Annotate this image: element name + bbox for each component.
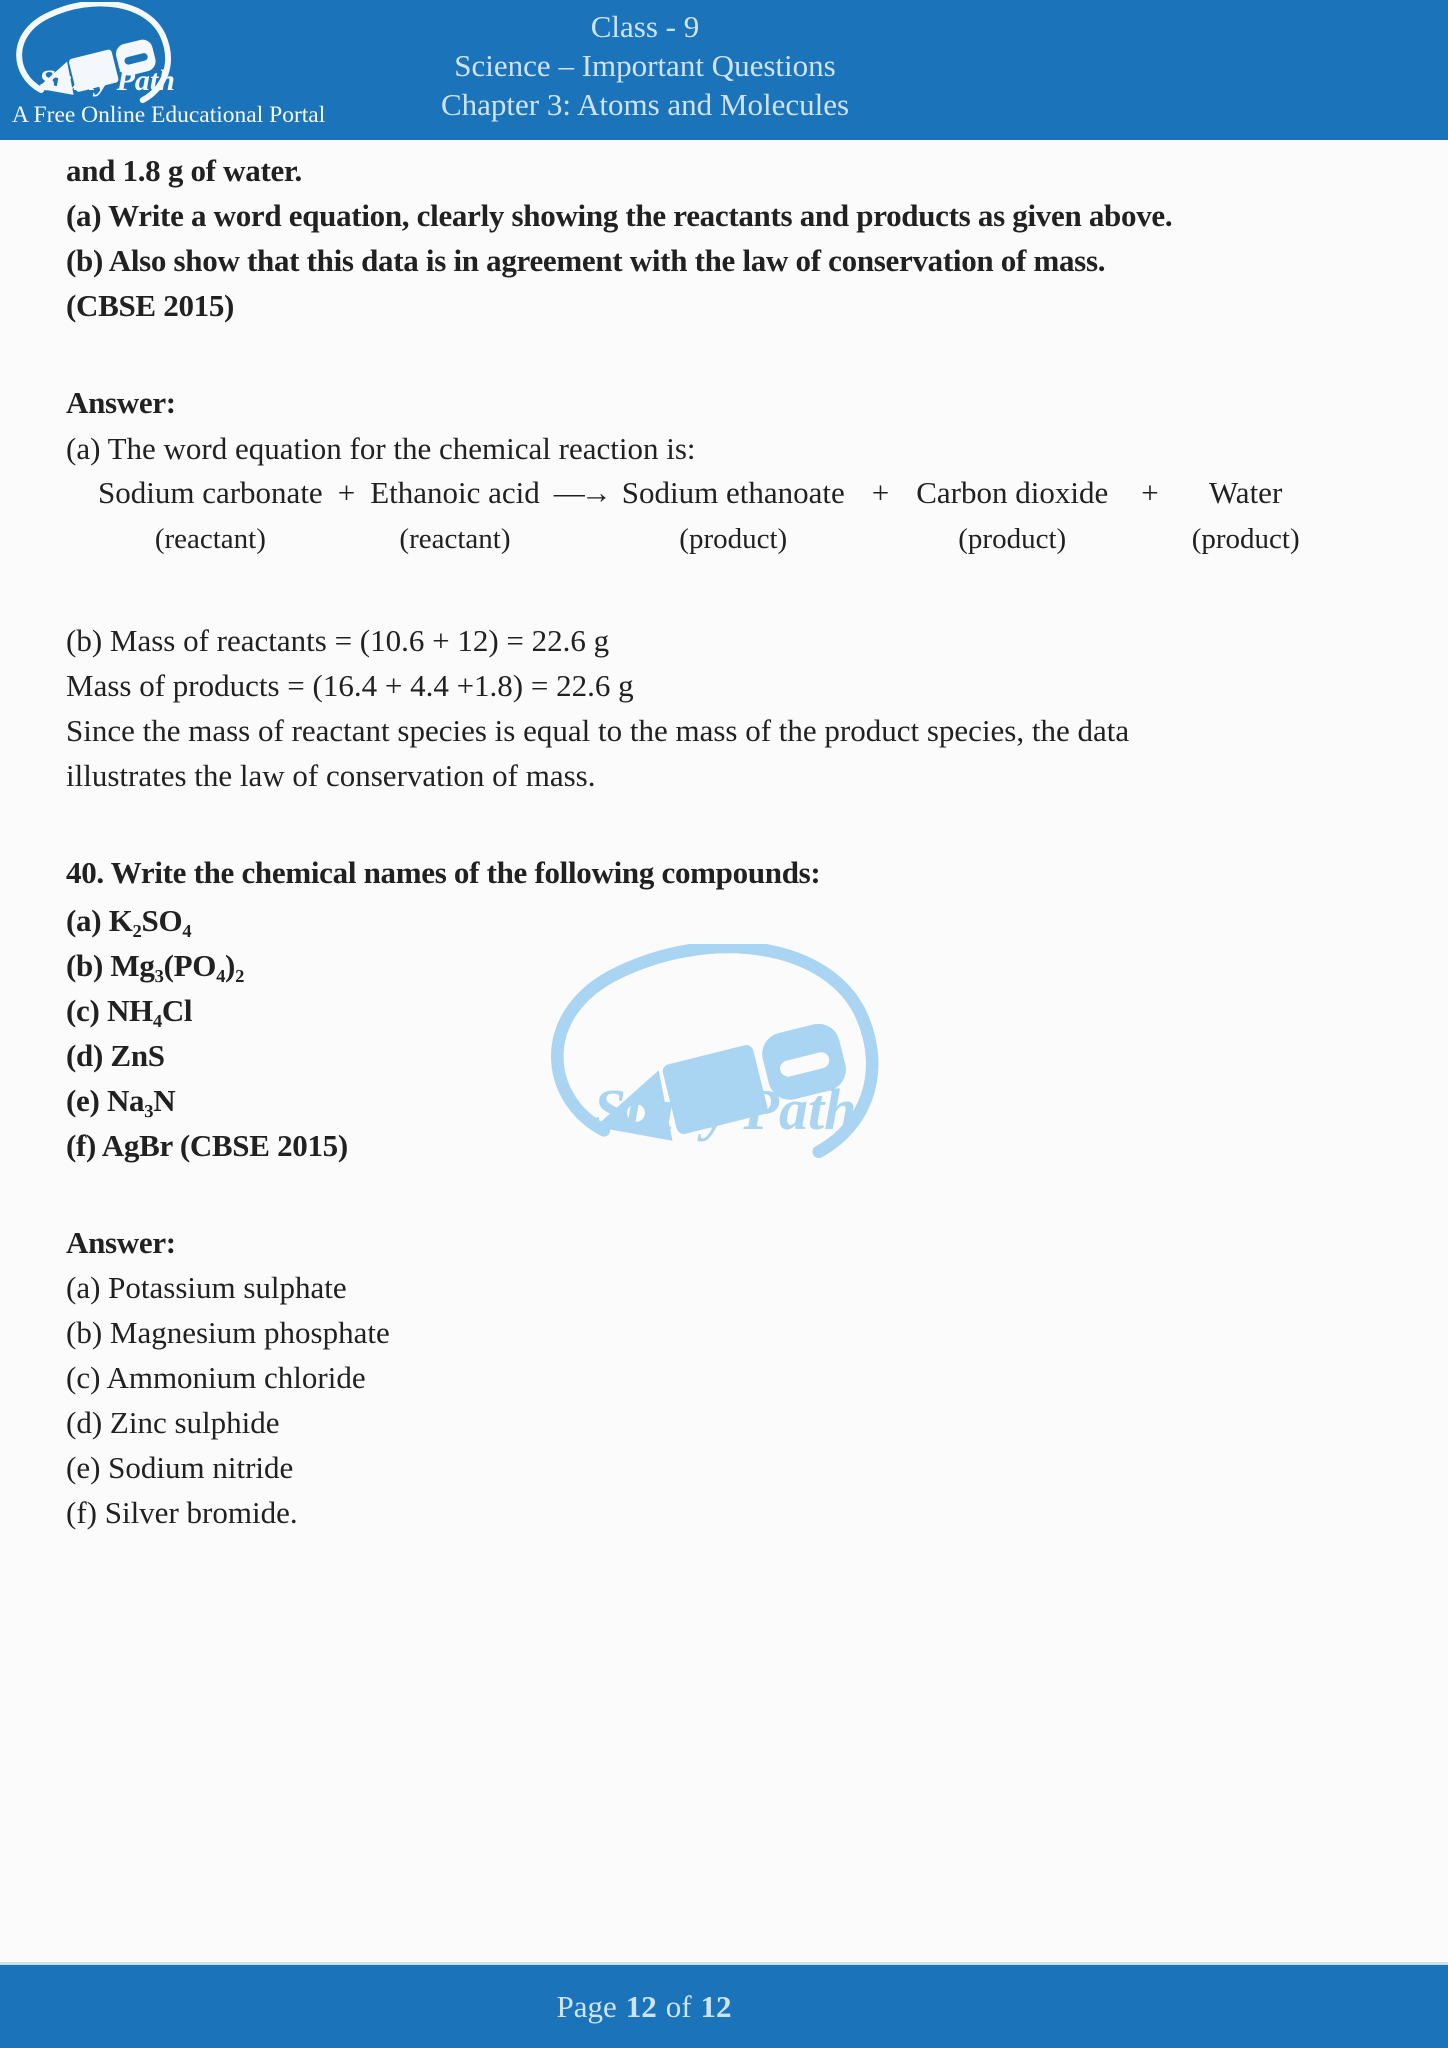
answer-item: (a) Potassium sulphate	[66, 1270, 347, 1305]
equation-term	[1192, 470, 1300, 560]
equation-term-name: Sodium ethanoate	[621, 475, 845, 510]
equation-term-name: Sodium carbonate	[98, 475, 323, 510]
question-intro-line: (b) Also show that this data is in agreement with the law of conservation of mass.	[66, 243, 1106, 278]
answer-item: (f) Silver bromide.	[66, 1495, 298, 1530]
equation-term-label: (reactant)	[154, 523, 266, 555]
compound-item: (b) Mg₃(PO₄)₂	[66, 948, 245, 983]
plus-sign: +	[871, 475, 890, 510]
answer-item: (d) Zinc sulphide	[66, 1405, 280, 1440]
question-intro-line: (CBSE 2015)	[66, 288, 235, 323]
answer40-heading: Answer:	[66, 1225, 176, 1260]
mass-line: Mass of products = (16.4 + 4.4 +1.8) = 22.6 g	[66, 668, 634, 703]
title-subject: Science – Important Questions	[454, 48, 836, 83]
equation-term-label: (product)	[679, 523, 788, 555]
equation-term-name: Carbon dioxide	[916, 475, 1109, 510]
footer-bar	[0, 1962, 1448, 2048]
header-bar	[0, 0, 1448, 140]
of-label: of	[665, 1988, 692, 2024]
question-intro	[66, 148, 1172, 328]
compound-item: (c) NH₄Cl	[66, 993, 193, 1028]
equation-term-label: (reactant)	[399, 523, 511, 555]
reaction-arrow-icon: —→	[553, 475, 608, 510]
equation-term-name: Water	[1209, 475, 1283, 510]
equation-term-name: Ethanoic acid	[370, 475, 540, 510]
answer-item: (c) Ammonium chloride	[66, 1360, 366, 1395]
title-class: Class - 9	[590, 9, 700, 44]
answer-item: (e) Sodium nitride	[66, 1450, 294, 1485]
brand-name: Study Path	[39, 64, 175, 97]
equation-term	[370, 470, 540, 560]
equation-term-label: (product)	[958, 523, 1067, 555]
mass-line: illustrates the law of conservation of mass.	[66, 758, 596, 793]
title-chapter: Chapter 3: Atoms and Molecules	[440, 87, 850, 122]
question-intro-line: and 1.8 g of water.	[66, 153, 302, 188]
answer39-intro: (a) The word equation for the chemical reaction is:	[66, 431, 696, 466]
page-total: 12	[700, 1988, 732, 2024]
compound-item: (a) K₂SO₄	[66, 903, 192, 938]
document-titles	[0, 7, 1290, 124]
compound-item: (e) Na₃N	[66, 1083, 176, 1118]
plus-sign: +	[1141, 475, 1159, 510]
equation-term	[98, 470, 323, 560]
watermark-brand-text: Study Path	[593, 1077, 857, 1142]
answer39-heading: Answer:	[66, 385, 176, 420]
brand-tagline: A Free Online Educational Portal	[12, 102, 326, 128]
equation-term	[622, 470, 845, 560]
question-intro-line: (a) Write a word equation, clearly showing the reactants and products as given above.	[66, 198, 1173, 233]
answer-item: (b) Magnesium phosphate	[66, 1315, 390, 1350]
equation-term-label: (product)	[1191, 523, 1300, 555]
compound-item: (d) ZnS	[66, 1038, 165, 1073]
word-equation	[98, 470, 1300, 560]
question40-heading: 40. Write the chemical names of the following compounds:	[66, 855, 821, 890]
mass-calculation	[66, 618, 1129, 798]
answer40-list	[66, 1265, 390, 1535]
page-label: Page	[556, 1988, 617, 2024]
plus-sign: +	[337, 475, 356, 510]
mass-line: Since the mass of reactant species is equal to the mass of the product species, the data	[66, 713, 1130, 748]
equation-term	[916, 470, 1108, 560]
page-number: 12	[625, 1988, 657, 2024]
question40-list	[66, 898, 348, 1168]
mass-line: (b) Mass of reactants = (10.6 + 12) = 22.6 g	[66, 623, 610, 658]
compound-item: (f) AgBr (CBSE 2015)	[66, 1128, 348, 1163]
